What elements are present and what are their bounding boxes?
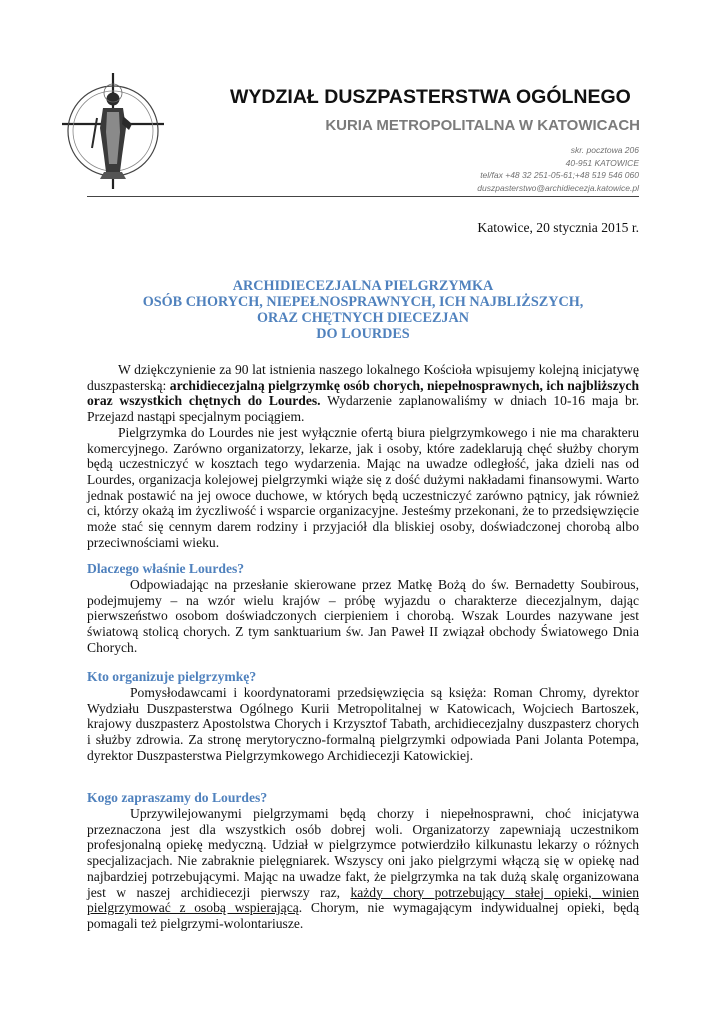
contact-block: [477, 144, 639, 194]
section-text-why: Odpowiadając na przesłanie skierowane przez Matkę Bożą do św. Bernadetty Soubirous, podejmujemy – na wzór wielu krajów – próbę wyjazdu o charakterze diecezjalnym, dając pierwszeństwo osobom doświadczonych cierpieniem i chorobą. Wszak Lourdes nazywane jest światową stolicą chorych. Z tym sanktuarium św. Jan Paweł II związał obchody Światowego Dnia Chorych.: [87, 577, 639, 655]
section-heading-invited: Kogo zapraszamy do Lourdes?: [87, 790, 268, 805]
pilgrimage-announcement: archidiecezjalną pielgrzymkę osób chorych, niepełnosprawnych, ich najbliższych oraz wszystkich chętnych do Lourdes.: [87, 377, 640, 409]
postal-box: skr. pocztowa 206: [570, 145, 639, 155]
document-title: [87, 278, 639, 342]
title-line: ORAZ CHĘTNYCH DIECEZJAN: [256, 310, 470, 326]
intro-text: W dziękczynienie za 90 lat istnienia naszego lokalnego Kościoła wpisujemy kolejną inicjatywę duszpasterską: archidiecezjalną pielgrzymkę osób chorych, niepełnosprawnych, ich najbliższych oraz wszystkich chętnych do Lourdes. Wydarzenie zaplanowaliśmy w dniach 10-16 maja br. Przejazd nastąpi specjalnym pociągiem.: [87, 362, 640, 425]
intro-paragraph: [87, 362, 639, 550]
letter-date: Katowice, 20 stycznia 2015 r.: [477, 220, 639, 235]
postal-city: 40-951 KATOWICE: [565, 157, 639, 168]
email-address: duszpasterstwo@archidiecezja.katowice.pl: [477, 182, 639, 193]
title-line: ARCHIDIECEZJALNA PIELGRZYMKA: [232, 278, 494, 294]
section-heading-why: Dlaczego właśnie Lourdes?: [87, 561, 245, 576]
title-line: DO LOURDES: [316, 326, 410, 342]
phone-fax: tel/fax +48 32 251-05-61;+48 519 546 060: [480, 170, 639, 181]
support-person-requirement: każdy chory potrzebujący stałej opieki, winien pielgrzymować z osobą wspierającą: [87, 884, 639, 916]
section-text-invited: Uprzywilejowanymi pielgrzymami będą chorzy i niepełnosprawni, choć inicjatywa przeznaczona jest dla wszystkich osób dobrej woli. Organizatorzy zapewniają uczestnikom profesjonalną opiekę medyczną. Udział w pielgrzymce potwierdziło kilkunastu lekarzy o różnych specjalizacjach. Nie zabraknie pielęgniarek. Wszyscy oni jako pielgrzymi włączą się w opiekę nad najbardziej potrzebującymi. Mając na uwadze fakt, że pielgrzymka na tak dużą skalę organizowana jest w naszej archidiecezji pierwszy raz, każdy chory potrzebujący stałej opieki, winien pielgrzymować z osobą wspierającą. Chorym, nie wymagającym indywidualnej opieki, będą pomagali też pielgrzymi-wolontariusze.: [87, 806, 639, 931]
section-heading-organizers: Kto organizuje pielgrzymkę?: [87, 669, 257, 684]
intro-paragraph-2: Pielgrzymka do Lourdes nie jest wyłącznie ofertą biura pielgrzymkowego i nie ma charakteru komercyjnego. Zarówno organizatorzy, lekarze, jak i osoby, które zadeklarują chęć służby chorym będą uczestniczyć w kosztach tego wydarzenia. Mając na uwadze odległość, jaka dzieli nas od Lourdes, organizacja kolejowej pielgrzymki wiąże się z dość dużymi nakładami finansowymi. Warto jednak postawić na jej owoce duchowe, w których będą uczestniczyć zarówno pątnicy, jak również ci, którzy okażą im życzliwość i wsparcie organizacyjne. Jesteśmy przekonani, że to przedsięwzięcie może stać się cennym darem rodziny i przyjaciół dla bliskiej osoby, doświadczonej chorobą albo przeciwnościami wieku.: [87, 424, 639, 550]
office-title: WYDZIAŁ DUSZPASTERSTWA OGÓLNEGO: [230, 86, 631, 108]
title-line: OSÓB CHORYCH, NIEPEŁNOSPRAWNYCH, ICH NAJBLIŻSZYCH,: [142, 294, 584, 310]
section-text-organizers: Pomysłodawcami i koordynatorami przedsięwzięcia są księża: Roman Chromy, dyrektor Wydziału Duszpasterstwa Ogólnego Kurii Metropolitalnej w Katowicach, Wojciech Bartoszek, krajowy duszpasterz Apostolstwa Chorych i Krzysztof Tabath, archidiecezjalny duszpasterz chorych i służby zdrowia. Za stronę merytoryczno-formalną pielgrzymki odpowiada Pani Jolanta Potempa, dyrektor Duszpasterstwa Pielgrzymkowego Archidiecezji Katowickiej.: [87, 685, 639, 763]
header-divider: [87, 196, 639, 197]
curia-subtitle: KURIA METROPOLITALNA W KATOWICACH: [325, 117, 640, 134]
archdiocese-logo-icon: [60, 72, 166, 190]
